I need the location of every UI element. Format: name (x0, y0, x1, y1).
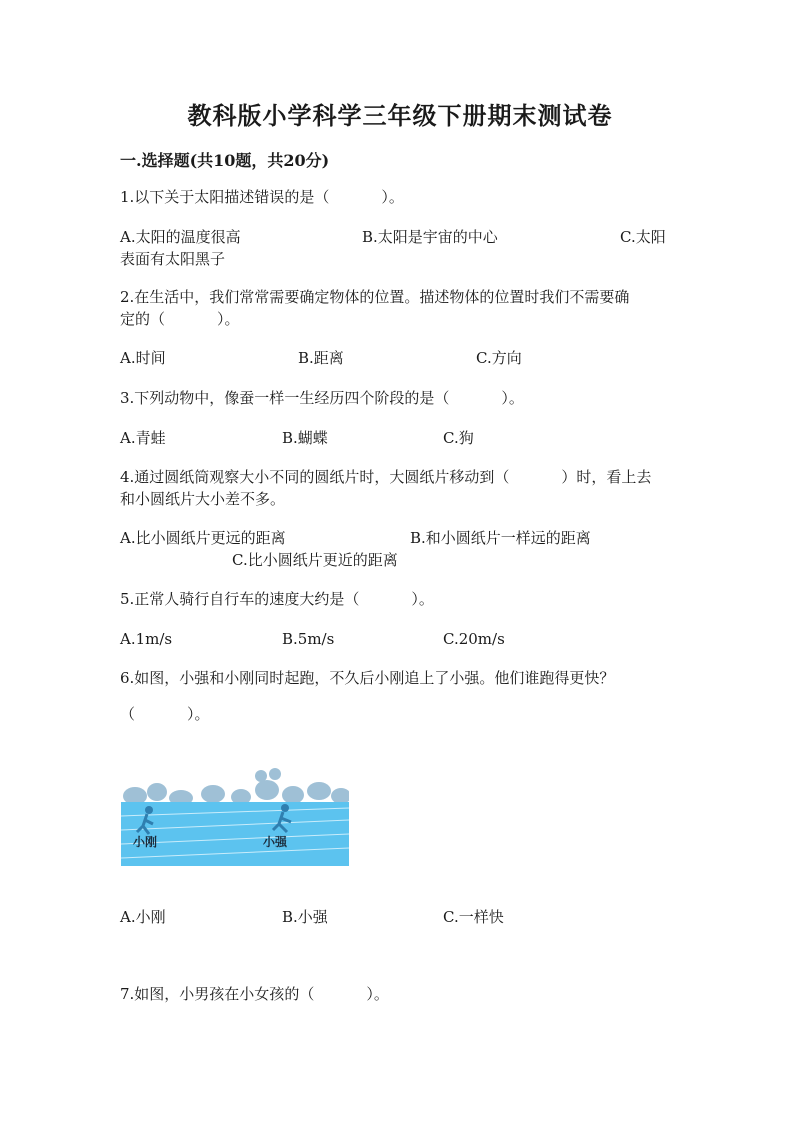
q4-option-a: A.比小圆纸片更远的距离 (120, 529, 286, 547)
q5-option-a: A.1m/s (120, 630, 173, 648)
q1-option-c-cont: 表面有太阳黑子 (120, 250, 226, 268)
question-1: 1.以下关于太阳描述错误的是（ ）。 (120, 188, 404, 206)
q3-option-a: A.青蛙 (120, 429, 166, 447)
q3-option-c: C.狗 (443, 429, 474, 447)
question-2: 2.在生活中，我们常常需要确定物体的位置。描述物体的位置时我们不需要确 定的（ ）。 (120, 288, 630, 328)
question-3: 3.下列动物中，像蚕一样一生经历四个阶段的是（ ）。 (120, 389, 524, 407)
q4-option-c: C.比小圆纸片更近的距离 (232, 551, 398, 569)
q1-option-a: A.太阳的温度很高 (120, 228, 241, 246)
q3-option-b: B.蝴蝶 (282, 429, 328, 447)
question-5: 5.正常人骑行自行车的速度大约是（ ）。 (120, 590, 434, 608)
q6-option-c: C.一样快 (443, 908, 504, 926)
label-xiaogang: 小刚 (133, 835, 158, 849)
q1-option-b: B.太阳是宇宙的中心 (362, 228, 498, 246)
q2-option-a: A.时间 (120, 349, 166, 367)
q5-option-b: B.5m/s (282, 630, 335, 648)
q2-option-c: C.方向 (476, 349, 522, 367)
running-race-figure (121, 758, 349, 866)
section-heading: 一.选择题(共10题，共20分) (120, 151, 330, 170)
label-xiaoqiang: 小强 (263, 835, 288, 849)
question-7: 7.如图，小男孩在小女孩的（ ）。 (120, 985, 389, 1003)
q5-option-c: C.20m/s (443, 630, 505, 648)
q2-option-b: B.距离 (298, 349, 344, 367)
q6-option-b: B.小强 (282, 908, 328, 926)
question-6: 6.如图，小强和小刚同时起跑，不久后小刚追上了小强。他们谁跑得更快？ （ ）。 (120, 669, 615, 723)
q1-option-c: C.太阳 (620, 228, 666, 246)
q6-option-a: A.小刚 (120, 908, 166, 926)
race-illustration (121, 758, 349, 866)
exam-title: 教科版小学科学三年级下册期末测试卷 (187, 101, 613, 130)
question-4: 4.通过圆纸筒观察大小不同的圆纸片时，大圆纸片移动到（ ）时，看上去 和小圆纸片大小差不多。 (120, 468, 652, 508)
q4-option-b: B.和小圆纸片一样远的距离 (410, 529, 591, 547)
